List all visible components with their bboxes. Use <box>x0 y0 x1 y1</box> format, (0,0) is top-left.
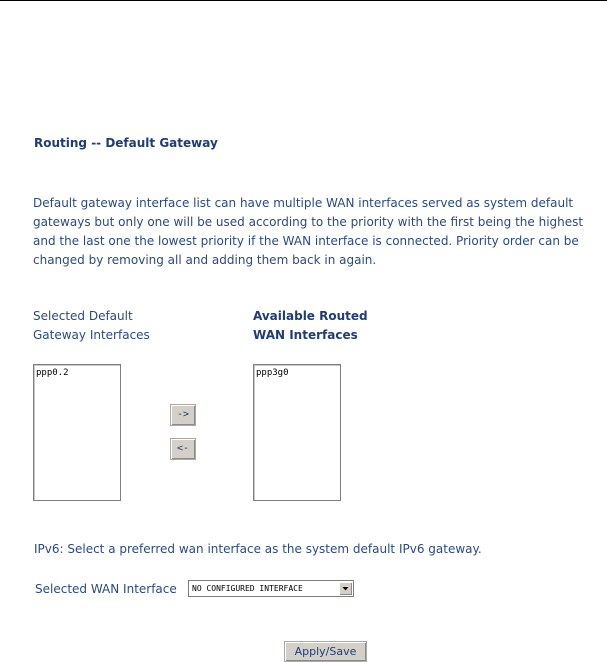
apply-save-button[interactable]: Apply/Save <box>284 641 367 662</box>
add-to-selected-button[interactable]: <- <box>170 438 196 460</box>
available-interfaces-listbox[interactable] <box>253 364 341 501</box>
chevron-down-icon-glyph <box>339 582 352 595</box>
available-interfaces-label-line2: WAN Interfaces <box>253 328 358 342</box>
selected-wan-interface-label: Selected WAN Interface <box>35 582 177 596</box>
selected-gateways-label-line1: Selected Default <box>33 309 133 323</box>
selected-gateways-label-line2: Gateway Interfaces <box>33 328 150 342</box>
ipv6-instruction: IPv6: Select a preferred wan interface as the system default IPv6 gateway. <box>34 542 482 556</box>
selected-gateways-listbox[interactable] <box>33 364 121 501</box>
list-option-available-interface[interactable]: ppp3g0 <box>256 368 289 378</box>
chevron-down-icon[interactable] <box>339 582 352 595</box>
top-divider <box>0 0 607 1</box>
available-interfaces-label-line1: Available Routed <box>253 309 368 323</box>
list-option-selected-gateway[interactable]: ppp0.2 <box>36 368 69 378</box>
page-title: Routing -- Default Gateway <box>34 136 218 150</box>
wan-interface-select[interactable] <box>188 580 354 597</box>
add-to-available-button[interactable]: -> <box>170 404 196 426</box>
wan-interface-select-value: NO CONFIGURED INTERFACE <box>192 584 303 593</box>
page-description: Default gateway interface list can have multiple WAN interfaces served as system default gateways but only one will be used according to the priority with the first being the highest and the last one the lowest priority if the WAN interface is connected. Priority order can be changed by removing all and adding them back in again. <box>33 196 584 267</box>
available-interfaces-label <box>253 307 368 345</box>
selected-gateways-label <box>33 307 150 345</box>
